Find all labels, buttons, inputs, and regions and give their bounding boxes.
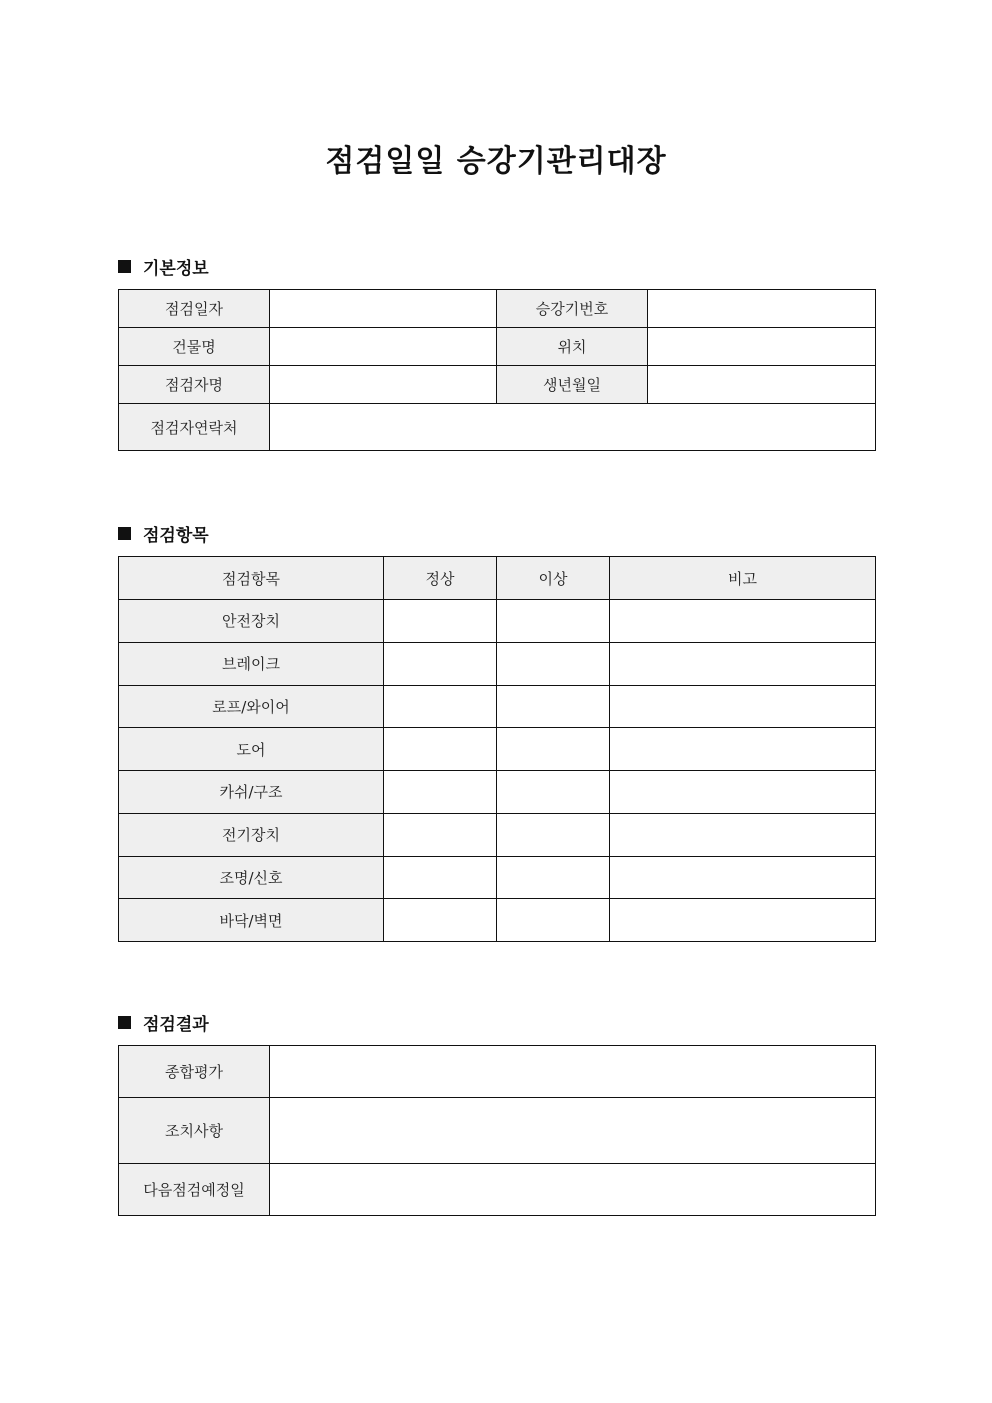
- actions-taken-label: 조치사항: [119, 1098, 270, 1164]
- table-row: [119, 366, 876, 404]
- abnormal-cell[interactable]: [497, 642, 610, 685]
- square-bullet-icon: [118, 527, 131, 540]
- note-cell[interactable]: [610, 685, 876, 728]
- overall-evaluation-field[interactable]: [270, 1046, 876, 1098]
- section-heading-result: [118, 1010, 209, 1035]
- item-label: 전기장치: [119, 813, 384, 856]
- column-header-note: 비고: [610, 557, 876, 600]
- inspector-contact-label: 점검자연락처: [119, 404, 270, 451]
- note-cell[interactable]: [610, 728, 876, 771]
- table-row: [119, 728, 876, 771]
- next-inspection-date-label: 다음점검예정일: [119, 1164, 270, 1216]
- square-bullet-icon: [118, 260, 131, 273]
- note-cell[interactable]: [610, 642, 876, 685]
- basic-info-table: [118, 289, 876, 451]
- note-cell[interactable]: [610, 899, 876, 942]
- page-title: 점검일일 승강기관리대장: [325, 144, 667, 179]
- birth-date-field[interactable]: [648, 366, 876, 404]
- column-header-abnormal: 이상: [497, 557, 610, 600]
- item-label: 안전장치: [119, 600, 384, 643]
- birth-date-label: 생년월일: [497, 366, 648, 404]
- table-row: [119, 771, 876, 814]
- table-row: [119, 856, 876, 899]
- section-heading-basic: [118, 254, 209, 279]
- normal-cell[interactable]: [384, 642, 497, 685]
- actions-taken-field[interactable]: [270, 1098, 876, 1164]
- item-label: 도어: [119, 728, 384, 771]
- table-row: [119, 899, 876, 942]
- table-row: [119, 328, 876, 366]
- item-label: 카쉬/구조: [119, 771, 384, 814]
- table-row: [119, 600, 876, 643]
- section-heading-items: [118, 521, 209, 546]
- item-label: 브레이크: [119, 642, 384, 685]
- table-row: [119, 404, 876, 451]
- overall-evaluation-label: 종합평가: [119, 1046, 270, 1098]
- note-cell[interactable]: [610, 856, 876, 899]
- table-header-row: [119, 557, 876, 600]
- table-row: [119, 813, 876, 856]
- location-label: 위치: [497, 328, 648, 366]
- inspection-result-table: [118, 1045, 876, 1216]
- item-label: 조명/신호: [119, 856, 384, 899]
- normal-cell[interactable]: [384, 813, 497, 856]
- normal-cell[interactable]: [384, 728, 497, 771]
- column-header-item: 점검항목: [119, 557, 384, 600]
- abnormal-cell[interactable]: [497, 600, 610, 643]
- column-header-normal: 정상: [384, 557, 497, 600]
- section-heading-basic-text: 기본정보: [143, 259, 209, 279]
- table-row: [119, 685, 876, 728]
- elevator-number-field[interactable]: [648, 290, 876, 328]
- building-name-field[interactable]: [270, 328, 497, 366]
- abnormal-cell[interactable]: [497, 728, 610, 771]
- location-field[interactable]: [648, 328, 876, 366]
- item-label: 바닥/벽면: [119, 899, 384, 942]
- normal-cell[interactable]: [384, 685, 497, 728]
- table-row: [119, 1046, 876, 1098]
- square-bullet-icon: [118, 1016, 131, 1029]
- item-label: 로프/와이어: [119, 685, 384, 728]
- table-row: [119, 642, 876, 685]
- inspection-date-label: 점검일자: [119, 290, 270, 328]
- inspector-name-label: 점검자명: [119, 366, 270, 404]
- table-row: [119, 290, 876, 328]
- inspection-date-field[interactable]: [270, 290, 497, 328]
- inspector-name-field[interactable]: [270, 366, 497, 404]
- normal-cell[interactable]: [384, 600, 497, 643]
- normal-cell[interactable]: [384, 856, 497, 899]
- abnormal-cell[interactable]: [497, 856, 610, 899]
- next-inspection-date-field[interactable]: [270, 1164, 876, 1216]
- normal-cell[interactable]: [384, 771, 497, 814]
- note-cell[interactable]: [610, 771, 876, 814]
- note-cell[interactable]: [610, 600, 876, 643]
- abnormal-cell[interactable]: [497, 813, 610, 856]
- normal-cell[interactable]: [384, 899, 497, 942]
- table-row: [119, 1164, 876, 1216]
- elevator-number-label: 승강기번호: [497, 290, 648, 328]
- table-row: [119, 1098, 876, 1164]
- abnormal-cell[interactable]: [497, 771, 610, 814]
- abnormal-cell[interactable]: [497, 685, 610, 728]
- inspector-contact-field[interactable]: [270, 404, 876, 451]
- building-name-label: 건물명: [119, 328, 270, 366]
- section-heading-items-text: 점검항목: [143, 526, 209, 546]
- inspection-items-table: [118, 556, 876, 942]
- note-cell[interactable]: [610, 813, 876, 856]
- abnormal-cell[interactable]: [497, 899, 610, 942]
- section-heading-result-text: 점검결과: [143, 1015, 209, 1035]
